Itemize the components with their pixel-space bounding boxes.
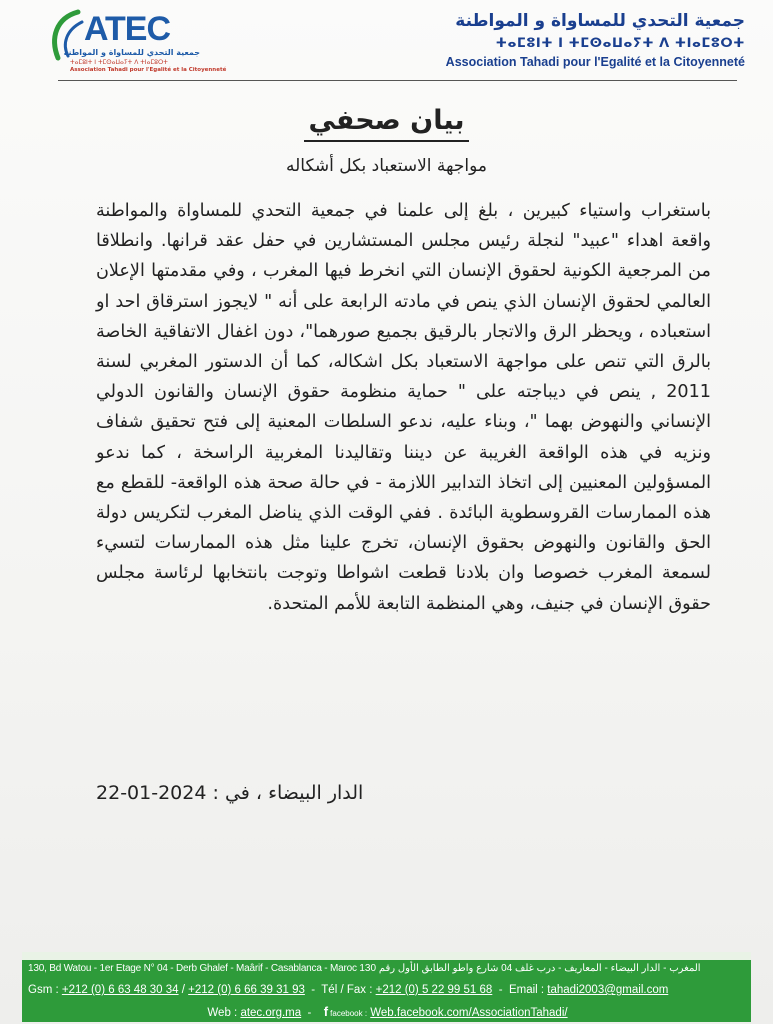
- logo-french-name: Association Tahadi pour l'Egalité et la Citoyenneté: [70, 67, 227, 73]
- document-title: بيان صحفي: [304, 104, 468, 142]
- atec-logo: [48, 8, 228, 78]
- logo-arabic-name: جمعية التحدي للمساواة و المواطنة: [63, 48, 200, 57]
- email-link[interactable]: tahadi2003@gmail.com: [547, 984, 669, 996]
- press-release-body: [96, 196, 711, 619]
- gsm-number-2[interactable]: +212 (0) 6 66 39 31 93: [188, 984, 305, 996]
- web-label: Web :: [207, 1007, 238, 1019]
- website-link[interactable]: atec.org.ma: [240, 1007, 302, 1019]
- organization-name-arabic: جمعية التحدي للمساواة و المواطنة: [455, 11, 745, 31]
- tel-fax-number[interactable]: +212 (0) 5 22 99 51 68: [375, 984, 493, 996]
- place-label: الدار البيضاء ، في :: [212, 782, 364, 804]
- document-subtitle: مواجهة الاستعباد بكل أشكاله: [286, 156, 487, 176]
- footer-contact-line: Gsm : +212 (0) 6 63 48 30 34 / +212 (0) 6 66 39 31 93 - Tél / Fax : +212 (0) 5 22 99 51 68 - Email : tahadi2003@gmail.com: [28, 984, 669, 996]
- place-and-date: [96, 782, 396, 804]
- gsm-number-1[interactable]: +212 (0) 6 63 48 30 34: [61, 984, 179, 996]
- facebook-icon: f: [323, 1004, 329, 1019]
- logo-tifinagh-name: ⵜⴰⵎⵓⵏⵜ ⵏ ⵜⵎⵙⴰⵡⴰⵢⵜ ⴷ ⵜⵏⴰⵎⵓⵔⵜ: [70, 59, 168, 66]
- letterhead: [40, 8, 745, 78]
- tel-fax-label: Tél / Fax :: [321, 984, 373, 996]
- footer-address: 130, Bd Watou - 1er Etage N° 04 - Derb Ghalef - Maârif - Casablanca - Maroc المغرب - الدار البيضاء - المعاريف - درب غلف 04 شارع واطو الطابق الأول رقم 130: [28, 963, 701, 974]
- footer-web-line: Web : atec.org.ma - f facebook : Web.facebook.com/AssociationTahadi/: [207, 1004, 568, 1019]
- facebook-link[interactable]: Web.facebook.com/AssociationTahadi/: [370, 1007, 568, 1019]
- header-divider: [58, 80, 737, 81]
- organization-name-block: [445, 8, 745, 70]
- body-paragraph: باستغراب واستياء كبيرين ، بلغ إلى علمنا في جمعية التحدي للمساواة والمواطنة واقعة اهداء "عبيد" لنجلة رئيس مجلس المستشارين في حفل عقد قرانها. وانطلاقا من المرجعية الكونية لحقوق الإنسان التي انخرط فيها المغرب ، وفي مقدمتها الإعلان العالمي لحقوق الإنسان الذي ينص في مادته الرابعة على أنه " لايجوز استرقاق احد او استعباده ، ويحظر الرق والاتجار بالرقيق بجميع صورهما"، دون اغفال الاتفاقية الخاصة بالرق التي تنص على مواجهة الاستعباد بكل اشكاله، كما أن الدستور المغربي لسنة 2011 , ينص في ديباجته على " حماية منظومة حقوق الإنسان والقانون الدولي الإنساني والنهوض بهما "، وبناء عليه، ندعو السلطات المعنية إلى فتح تحقيق شفاف ونزيه في هذه الواقعة الغريبة عن ديننا وتقاليدنا المغربية الراسخة ، كما ندعو المسؤولين المعنيين إلى اتخاذ التدابير اللازمة - في حالة صحة هذه الواقعة- للقطع مع هذه الممارسات القروسطوية البائدة . ففي الوقت الذي يناضل المغرب لتكريس دولة الحق والقانون والنهوض بحقوق الإنسان، تخرج علينا مثل هذه الممارسات لتسيء لسمعة المغرب خصوصا وان بلادنا قطعت اشواطا وتوجت بانتخابها لرئاسة مجلس حقوق الإنسان في جنيف، وهي المنظمة التابعة للأمم المتحدة.: [96, 201, 711, 614]
- email-label: Email :: [508, 984, 545, 996]
- logo-wordmark: ATEC: [84, 10, 171, 48]
- contact-footer: [22, 952, 751, 1022]
- organization-name-tifinagh: ⵜⴰⵎⵓⵏⵜ ⵏ ⵜⵎⵙⴰⵡⴰⵢⵜ ⴷ ⵜⵏⴰⵎⵓⵔⵜ: [495, 36, 745, 51]
- date-value: 2024-01-22: [96, 782, 207, 804]
- document-title-wrap: [0, 104, 773, 142]
- organization-name-french: Association Tahadi pour l'Egalité et la Citoyenneté: [445, 55, 745, 69]
- facebook-label: facebook :: [330, 1009, 368, 1018]
- footer-top-strip: [22, 952, 751, 960]
- gsm-label: Gsm :: [28, 984, 59, 996]
